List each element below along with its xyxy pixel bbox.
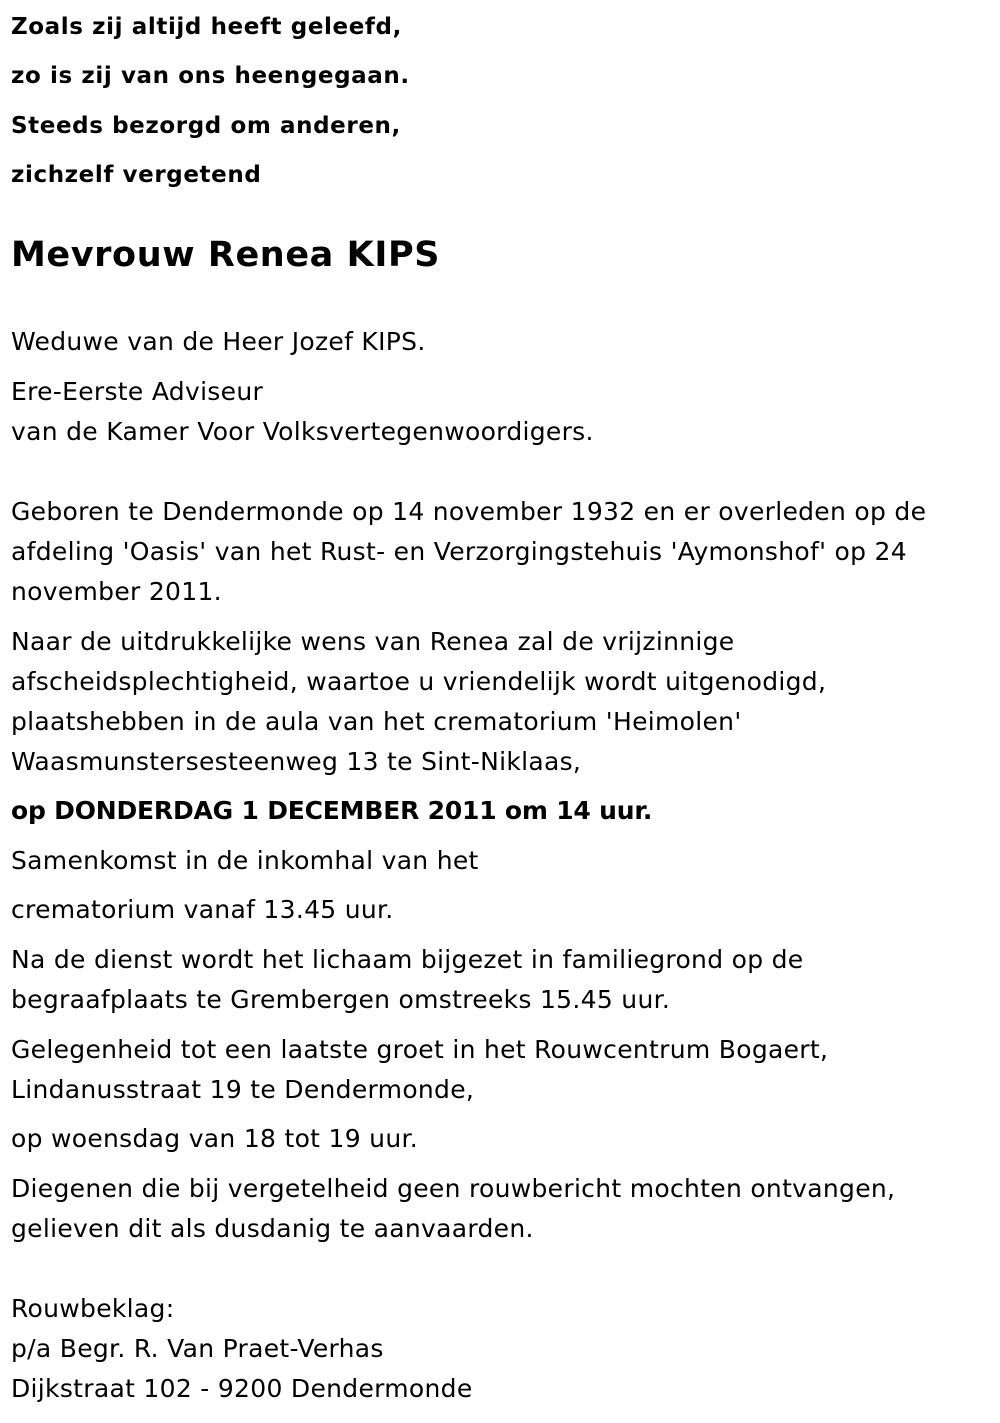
- birth-death-line: afdeling 'Oasis' van het Rust- en Verzorgingstehuis 'Aymonshof' op 24: [11, 537, 907, 566]
- gathering-line: Samenkomst in de inkomhal van het: [11, 846, 479, 875]
- ceremony-line: plaatshebben in de aula van het crematorium 'Heimolen': [11, 707, 742, 736]
- condolences-label: Rouwbeklag:: [11, 1294, 175, 1323]
- title-line: Ere-Eerste Adviseur: [11, 377, 264, 406]
- spouse-line: Weduwe van de Heer Jozef KIPS.: [11, 327, 426, 356]
- farewell-time: op woensdag van 18 tot 19 uur.: [11, 1124, 418, 1153]
- ceremony-datetime: op DONDERDAG 1 DECEMBER 2011 om 14 uur.: [11, 796, 653, 825]
- title-line: van de Kamer Voor Volksvertegenwoordigers.: [11, 417, 594, 446]
- farewell-line: Lindanusstraat 19 te Dendermonde,: [11, 1075, 475, 1104]
- birth-death-line: november 2011.: [11, 577, 222, 606]
- burial-line: Na de dienst wordt het lichaam bijgezet in familiegrond op de: [11, 945, 804, 974]
- notice-line: gelieven dit als dusdanig te aanvaarden.: [11, 1214, 534, 1243]
- ceremony-line: afscheidsplechtigheid, waartoe u vriendelijk wordt uitgenodigd,: [11, 667, 827, 696]
- farewell-line: Gelegenheid tot een laatste groet in het Rouwcentrum Bogaert,: [11, 1035, 829, 1064]
- ceremony-line: Waasmunstersesteenweg 13 te Sint-Niklaas,: [11, 747, 582, 776]
- deceased-name: Mevrouw Renea KIPS: [11, 235, 441, 275]
- condolences-address: p/a Begr. R. Van Praet-Verhas: [11, 1334, 384, 1363]
- poem-line: zichzelf vergetend: [11, 162, 262, 188]
- poem-line: Steeds bezorgd om anderen,: [11, 113, 401, 139]
- condolences-address: Dijkstraat 102 - 9200 Dendermonde: [11, 1374, 473, 1403]
- notice-line: Diegenen die bij vergetelheid geen rouwbericht mochten ontvangen,: [11, 1174, 896, 1203]
- poem-line: zo is zij van ons heengegaan.: [11, 63, 410, 89]
- gathering-line: crematorium vanaf 13.45 uur.: [11, 895, 394, 924]
- ceremony-line: Naar de uitdrukkelijke wens van Renea zal de vrijzinnige: [11, 627, 735, 656]
- burial-line: begraafplaats te Grembergen omstreeks 15.45 uur.: [11, 985, 671, 1014]
- birth-death-line: Geboren te Dendermonde op 14 november 1932 en er overleden op de: [11, 497, 927, 526]
- poem-line: Zoals zij altijd heeft geleefd,: [11, 14, 402, 40]
